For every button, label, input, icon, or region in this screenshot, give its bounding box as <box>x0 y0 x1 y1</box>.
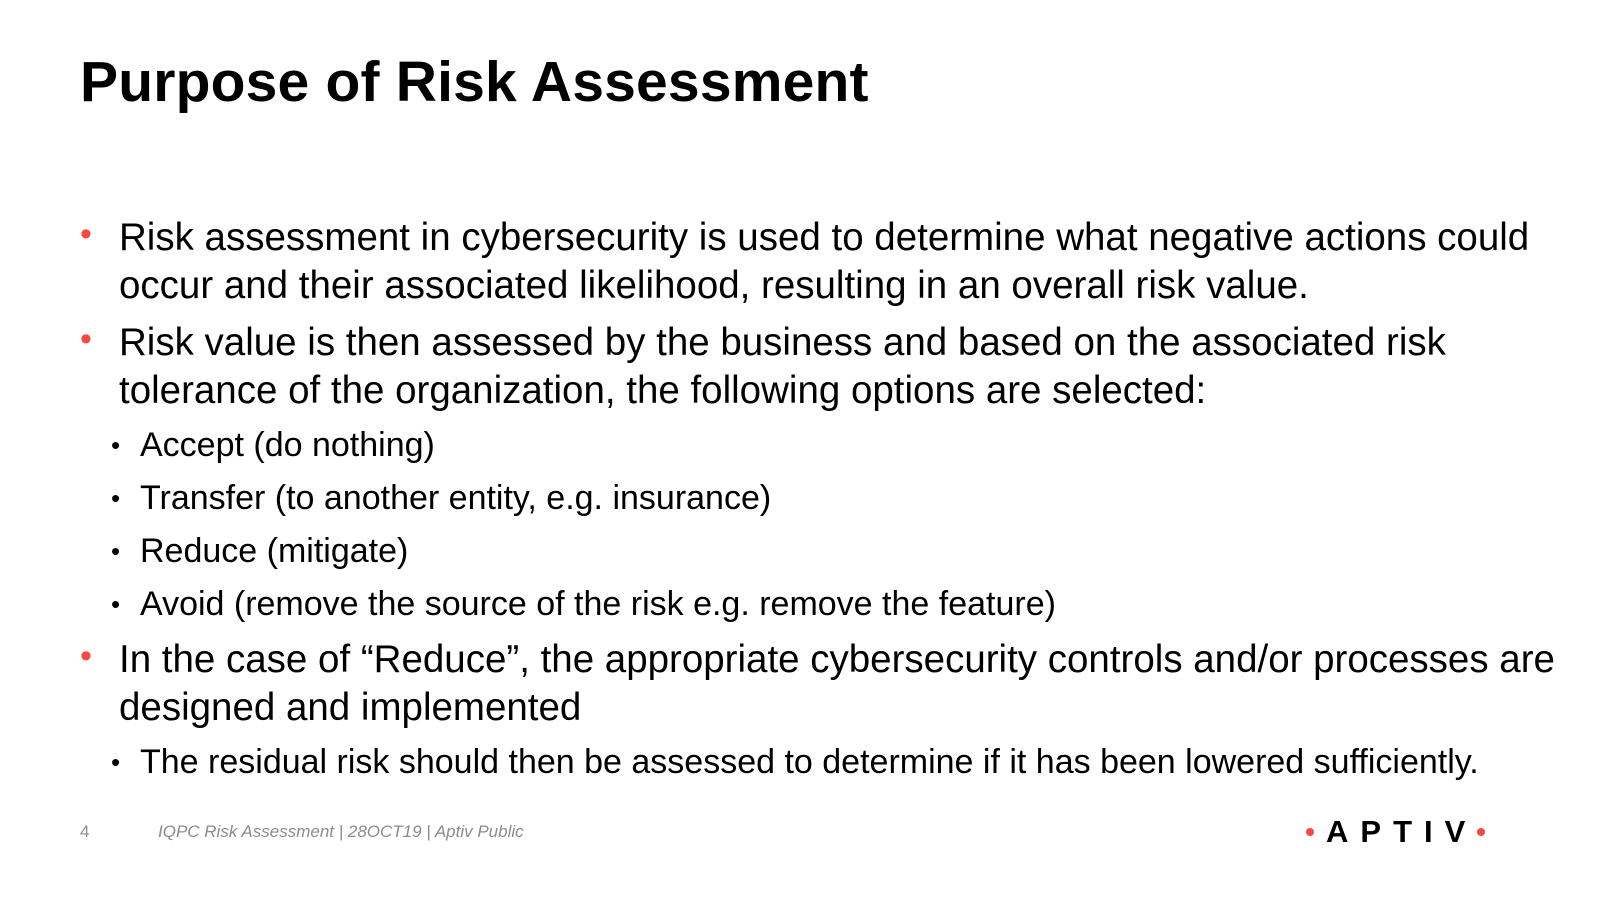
sub-bullet-item <box>80 583 1590 625</box>
sub-bullet-dot-icon: • <box>111 430 121 460</box>
sub-bullet-item <box>80 530 1590 572</box>
sub-bullet-dot-icon: • <box>111 589 121 619</box>
aptiv-logo <box>1306 812 1485 852</box>
sub-bullet-text: The residual risk should then be assessed to determine if it has been lowered sufficiently. <box>140 743 1479 781</box>
sub-bullet-text: Reduce (mitigate) <box>140 532 409 570</box>
bullet-dot-icon: • <box>80 215 92 253</box>
sub-bullet-text: Avoid (remove the source of the risk e.g. remove the feature) <box>140 585 1056 623</box>
sub-bullet-text: Accept (do nothing) <box>140 426 435 464</box>
sub-bullet-item <box>80 741 1590 783</box>
bullet-text: Risk value is then assessed by the business and based on the associated risk tolerance of the organization, the following options are selected: <box>119 321 1446 412</box>
bullet-dot-icon: • <box>80 320 92 358</box>
sub-bullet-dot-icon: • <box>111 536 121 566</box>
bullet-text: Risk assessment in cybersecurity is used to determine what negative actions could occur and their associated likelihood, resulting in an overall risk value. <box>119 216 1530 307</box>
footer-text: IQPC Risk Assessment | 28OCT19 | Aptiv Public <box>158 822 524 841</box>
logo-text: APTIV <box>1326 814 1478 849</box>
page-number: 4 <box>80 822 90 841</box>
logo-dot-icon <box>1306 828 1314 836</box>
sub-bullet-item <box>80 477 1590 519</box>
bullet-item <box>80 214 1590 310</box>
bullet-item <box>80 319 1590 415</box>
bullet-text: In the case of “Reduce”, the appropriate cybersecurity controls and/or processes are designed and implemented <box>119 638 1555 729</box>
slide-content <box>80 214 1590 794</box>
logo-dot-icon <box>1477 828 1485 836</box>
slide-title: Purpose of Risk Assessment <box>80 50 869 114</box>
sub-bullet-text: Transfer (to another entity, e.g. insurance) <box>140 479 772 517</box>
sub-bullet-dot-icon: • <box>111 747 121 777</box>
sub-bullet-dot-icon: • <box>111 483 121 513</box>
bullet-item <box>80 636 1590 732</box>
sub-bullet-item <box>80 424 1590 466</box>
bullet-dot-icon: • <box>80 637 92 675</box>
